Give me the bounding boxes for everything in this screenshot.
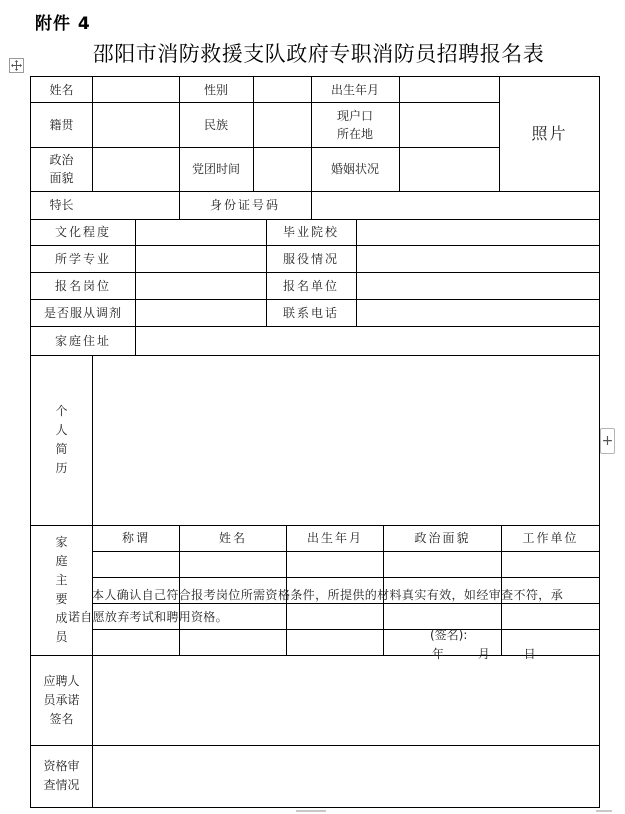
label-family-char: 主 (55, 573, 68, 587)
label-pledge-line: 应聘人 (43, 673, 80, 688)
family-col-name: 姓名 (218, 531, 247, 545)
label-political-line2: 面貌 (49, 171, 74, 185)
table-move-handle[interactable] (9, 58, 24, 73)
phone-field[interactable] (357, 299, 599, 326)
label-school: 毕业院校 (282, 225, 339, 239)
label-pledge-line: 员承诺 (43, 692, 80, 707)
ethnicity-field[interactable] (254, 102, 311, 147)
plus-icon: + (601, 433, 614, 449)
move-icon (11, 60, 22, 71)
label-pledge-line: 签名 (49, 711, 74, 726)
position-field[interactable] (136, 272, 266, 299)
specialty-field[interactable] (93, 191, 179, 219)
school-field[interactable] (357, 219, 599, 245)
label-position: 报名岗位 (54, 278, 111, 293)
label-political-line1: 政治 (49, 153, 74, 167)
label-resume-char: 简 (55, 442, 68, 456)
label-unit: 报名单位 (282, 278, 339, 293)
label-political (31, 147, 92, 191)
label-resume-char: 人 (55, 423, 68, 437)
birth-field[interactable] (400, 77, 499, 102)
registration-form (30, 76, 600, 808)
label-id-number: 身份证号码 (209, 198, 280, 212)
education-field[interactable] (136, 219, 266, 245)
page-title: 邵阳市消防救援支队政府专职消防员招聘报名表 (92, 42, 545, 66)
label-family-char: 庭 (55, 554, 68, 568)
photo-label: 照片 (531, 124, 568, 143)
label-service: 服役情况 (282, 251, 339, 266)
label-gender: 性别 (203, 82, 228, 97)
label-hukou (311, 102, 399, 147)
review-field[interactable] (93, 745, 599, 807)
label-specialty: 特长 (49, 198, 74, 212)
label-marital: 婚姻状况 (330, 162, 379, 176)
signature-label: (签名): (430, 628, 468, 642)
family-col-workplace: 工作单位 (522, 531, 579, 545)
signature-date: 年 月 日 (432, 647, 536, 661)
label-birth: 出生年月 (330, 82, 379, 97)
page-edge-mark (296, 810, 326, 812)
label-review (31, 745, 92, 807)
party-time-field[interactable] (254, 147, 311, 191)
page-edge-mark (596, 810, 612, 812)
label-hukou-line2: 所在地 (336, 126, 373, 141)
name-field[interactable] (93, 77, 179, 102)
major-field[interactable] (136, 245, 266, 272)
gender-field[interactable] (254, 77, 311, 102)
marital-field[interactable] (400, 147, 499, 191)
add-row-button[interactable] (600, 428, 615, 454)
family-col-political: 政治面貌 (414, 531, 471, 545)
label-phone: 联系电话 (282, 305, 339, 320)
unit-field[interactable] (357, 272, 599, 299)
pledge-text: 本人确认自己符合报考岗位所需资格条件，所提供的材料真实有效，如经审查不符，承诺自愿放弃考试和聘用资格。 (68, 588, 563, 624)
label-adjust: 是否服从调剂 (43, 305, 122, 320)
label-party-time: 党团时间 (191, 162, 240, 176)
family-col-relation: 称谓 (121, 531, 150, 545)
native-place-field[interactable] (93, 102, 179, 147)
label-education: 文化程度 (54, 225, 111, 239)
service-field[interactable] (357, 245, 599, 272)
label-resume (31, 355, 92, 525)
label-pledge (31, 655, 92, 745)
family-col-birth: 出生年月 (306, 531, 363, 545)
label-native-place: 籍贯 (49, 117, 74, 132)
adjust-field[interactable] (136, 299, 266, 326)
hukou-field[interactable] (400, 102, 499, 147)
label-name: 姓名 (49, 82, 74, 97)
label-family-char: 成 (55, 611, 68, 625)
label-resume-char: 个 (55, 404, 68, 418)
label-review-line: 资格审 (43, 759, 80, 773)
id-number-field[interactable] (312, 191, 599, 219)
label-major: 所学专业 (54, 251, 111, 266)
label-ethnicity: 民族 (203, 117, 228, 132)
family-row[interactable] (93, 551, 599, 577)
address-field[interactable] (136, 326, 599, 355)
attachment-label: 附件 4 (35, 14, 91, 34)
label-resume-char: 历 (55, 461, 68, 475)
photo-area[interactable] (500, 77, 599, 191)
resume-field[interactable] (93, 355, 599, 525)
label-address: 家庭住址 (54, 333, 111, 348)
label-family-char: 要 (55, 592, 68, 606)
label-hukou-line1: 现户口 (336, 108, 373, 123)
label-family-char: 家 (55, 535, 68, 549)
label-family-char: 员 (55, 630, 68, 644)
label-review-line: 查情况 (43, 778, 80, 792)
political-field[interactable] (93, 147, 179, 191)
